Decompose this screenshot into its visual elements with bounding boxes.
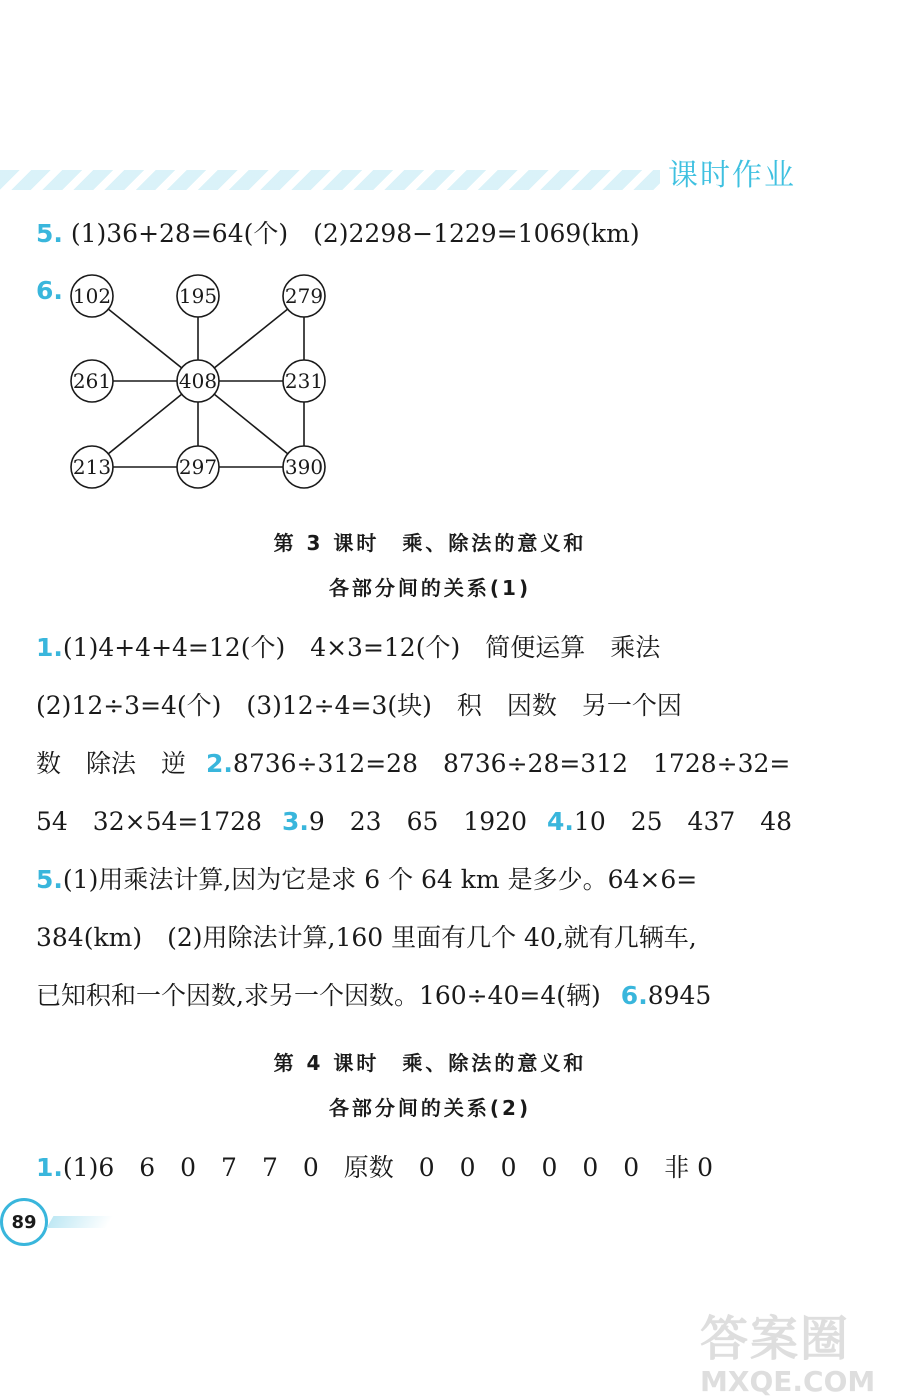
svg-text:213: 213 bbox=[72, 455, 112, 479]
l3-q6-number: 6. bbox=[620, 981, 648, 1010]
lesson4-title-line2: 各部分间的关系(2) bbox=[328, 1096, 532, 1120]
node-408 bbox=[177, 360, 219, 402]
l3-q1-answer: (1)4+4+4=12(个) 4×3=12(个) 简便运算 乘法 bbox=[62, 633, 661, 662]
q5-line bbox=[36, 214, 640, 250]
node-297 bbox=[177, 446, 219, 488]
svg-text:261: 261 bbox=[72, 369, 112, 393]
l3-q2-answer-end: 54 32×54=1728 bbox=[36, 807, 262, 836]
watermark-url: MXQE.COM bbox=[700, 1365, 876, 1398]
lesson3-line2 bbox=[36, 686, 682, 722]
l3-q2-number: 2. bbox=[206, 749, 233, 778]
node-261 bbox=[71, 360, 113, 402]
l3-q6-answer: 8945 bbox=[647, 981, 712, 1010]
l3-q3-number: 3. bbox=[281, 807, 309, 836]
lesson3-title-line2: 各部分间的关系(1) bbox=[328, 576, 532, 600]
l4-q1-number: 1. bbox=[36, 1153, 63, 1182]
page-number-badge: 89 bbox=[0, 1198, 48, 1246]
node-213 bbox=[71, 446, 113, 488]
l3-q1-answer-end: 数 除法 逆 bbox=[36, 749, 187, 778]
svg-text:231: 231 bbox=[284, 369, 324, 393]
node-279 bbox=[283, 275, 325, 317]
page-badge-decoration bbox=[47, 1216, 114, 1228]
l3-q3-answer: 9 23 65 1920 bbox=[308, 807, 528, 836]
lesson3-title-line1: 第 3 课时 乘、除法的意义和 bbox=[273, 531, 587, 555]
lesson3-line5 bbox=[36, 860, 697, 896]
l3-q5-answer-cont: 384(km) (2)用除法计算,160 里面有几个 40,就有几辆车, bbox=[36, 923, 697, 952]
node-195 bbox=[177, 275, 219, 317]
lesson3-line4 bbox=[36, 802, 792, 838]
number-network-diagram bbox=[36, 272, 336, 496]
l3-q4-number: 4. bbox=[547, 807, 574, 836]
l3-q1-answer-cont: (2)12÷3=4(个) (3)12÷4=3(块) 积 因数 另一个因 bbox=[36, 691, 682, 720]
lesson3-line6 bbox=[36, 918, 697, 954]
l3-q2-answer: 8736÷312=28 8736÷28=312 1728÷32= bbox=[232, 749, 791, 778]
l3-q5-number: 5. bbox=[36, 865, 63, 894]
lesson4-line1 bbox=[36, 1148, 713, 1184]
lesson3-line3 bbox=[36, 744, 790, 780]
node-102 bbox=[71, 275, 113, 317]
lesson4-title-line1: 第 4 课时 乘、除法的意义和 bbox=[273, 1051, 587, 1075]
l4-q1-answer: (1)6 6 0 7 7 0 原数 0 0 0 0 0 0 非 0 bbox=[62, 1153, 714, 1182]
node-390 bbox=[283, 446, 325, 488]
watermark bbox=[700, 1300, 875, 1398]
svg-text:297: 297 bbox=[178, 455, 218, 479]
q6-number: 6. bbox=[36, 276, 63, 305]
svg-text:390: 390 bbox=[284, 455, 324, 479]
header-stripe bbox=[0, 170, 660, 190]
q5-number: 5. bbox=[36, 219, 63, 248]
lesson3-line7 bbox=[36, 976, 711, 1012]
header-title: 课时作业 bbox=[668, 158, 796, 193]
lesson3-line1 bbox=[36, 628, 660, 664]
svg-text:195: 195 bbox=[178, 284, 218, 308]
svg-text:102: 102 bbox=[72, 284, 112, 308]
q5-answer: (1)36+28=64(个) (2)2298−1229=1069(km) bbox=[70, 219, 640, 248]
watermark-logo-text: 答案圈 bbox=[700, 1311, 851, 1367]
l3-q5-answer-end: 已知积和一个因数,求另一个因数。160÷40=4(辆) bbox=[36, 981, 601, 1010]
node-231 bbox=[283, 360, 325, 402]
svg-text:408: 408 bbox=[178, 369, 218, 393]
svg-text:279: 279 bbox=[284, 284, 324, 308]
l3-q1-number: 1. bbox=[36, 633, 63, 662]
l3-q5-answer: (1)用乘法计算,因为它是求 6 个 64 km 是多少。64×6= bbox=[62, 865, 698, 894]
l3-q4-answer: 10 25 437 48 bbox=[573, 807, 793, 836]
